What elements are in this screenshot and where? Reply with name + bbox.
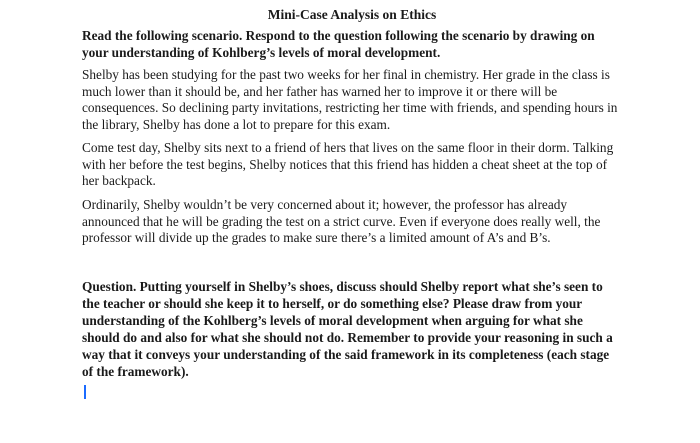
scenario-paragraph-1: Shelby has been studying for the past two weeks for her final in chemistry. Her grade in the class is much lower than it should be, and her father has warned her to improve it or there will be consequences. So declining party invitations, restricting her time with friends, and spending hours in the library, Shelby has done a lot to prepare for this exam.	[82, 67, 618, 132]
question-text: Question. Putting yourself in Shelby’s shoes, discuss should Shelby report what she’s seen to the teacher or should she keep it to herself, or do something else? Please draw from your understanding of the Kohlberg’s levels of moral development when arguing for what she should do and also for what she should not do. Remember to provide your reasoning in such a way that it conveys your understanding of the said framework in its completeness (each stage of the framework).	[82, 279, 613, 379]
text-cursor[interactable]	[84, 385, 86, 399]
scenario-paragraph-2: Come test day, Shelby sits next to a friend of hers that lives on the same floor in their dorm. Talking with her before the test begins, Shelby notices that this friend has hidden a cheat sheet at the top of her backpack.	[82, 140, 614, 188]
scenario-paragraph-3: Ordinarily, Shelby wouldn’t be very concerned about it; however, the professor has already announced that he will be grading the test on a strict curve. Even if everyone does really well, the professor will divide up the grades to make sure there’s a limited amount of A’s and B’s.	[82, 197, 601, 245]
document-title: Mini-Case Analysis on Ethics	[267, 7, 437, 22]
instructions-text: Read the following scenario. Respond to the question following the scenario by drawing on your understanding of Kohlberg’s levels of moral development.	[82, 28, 595, 60]
